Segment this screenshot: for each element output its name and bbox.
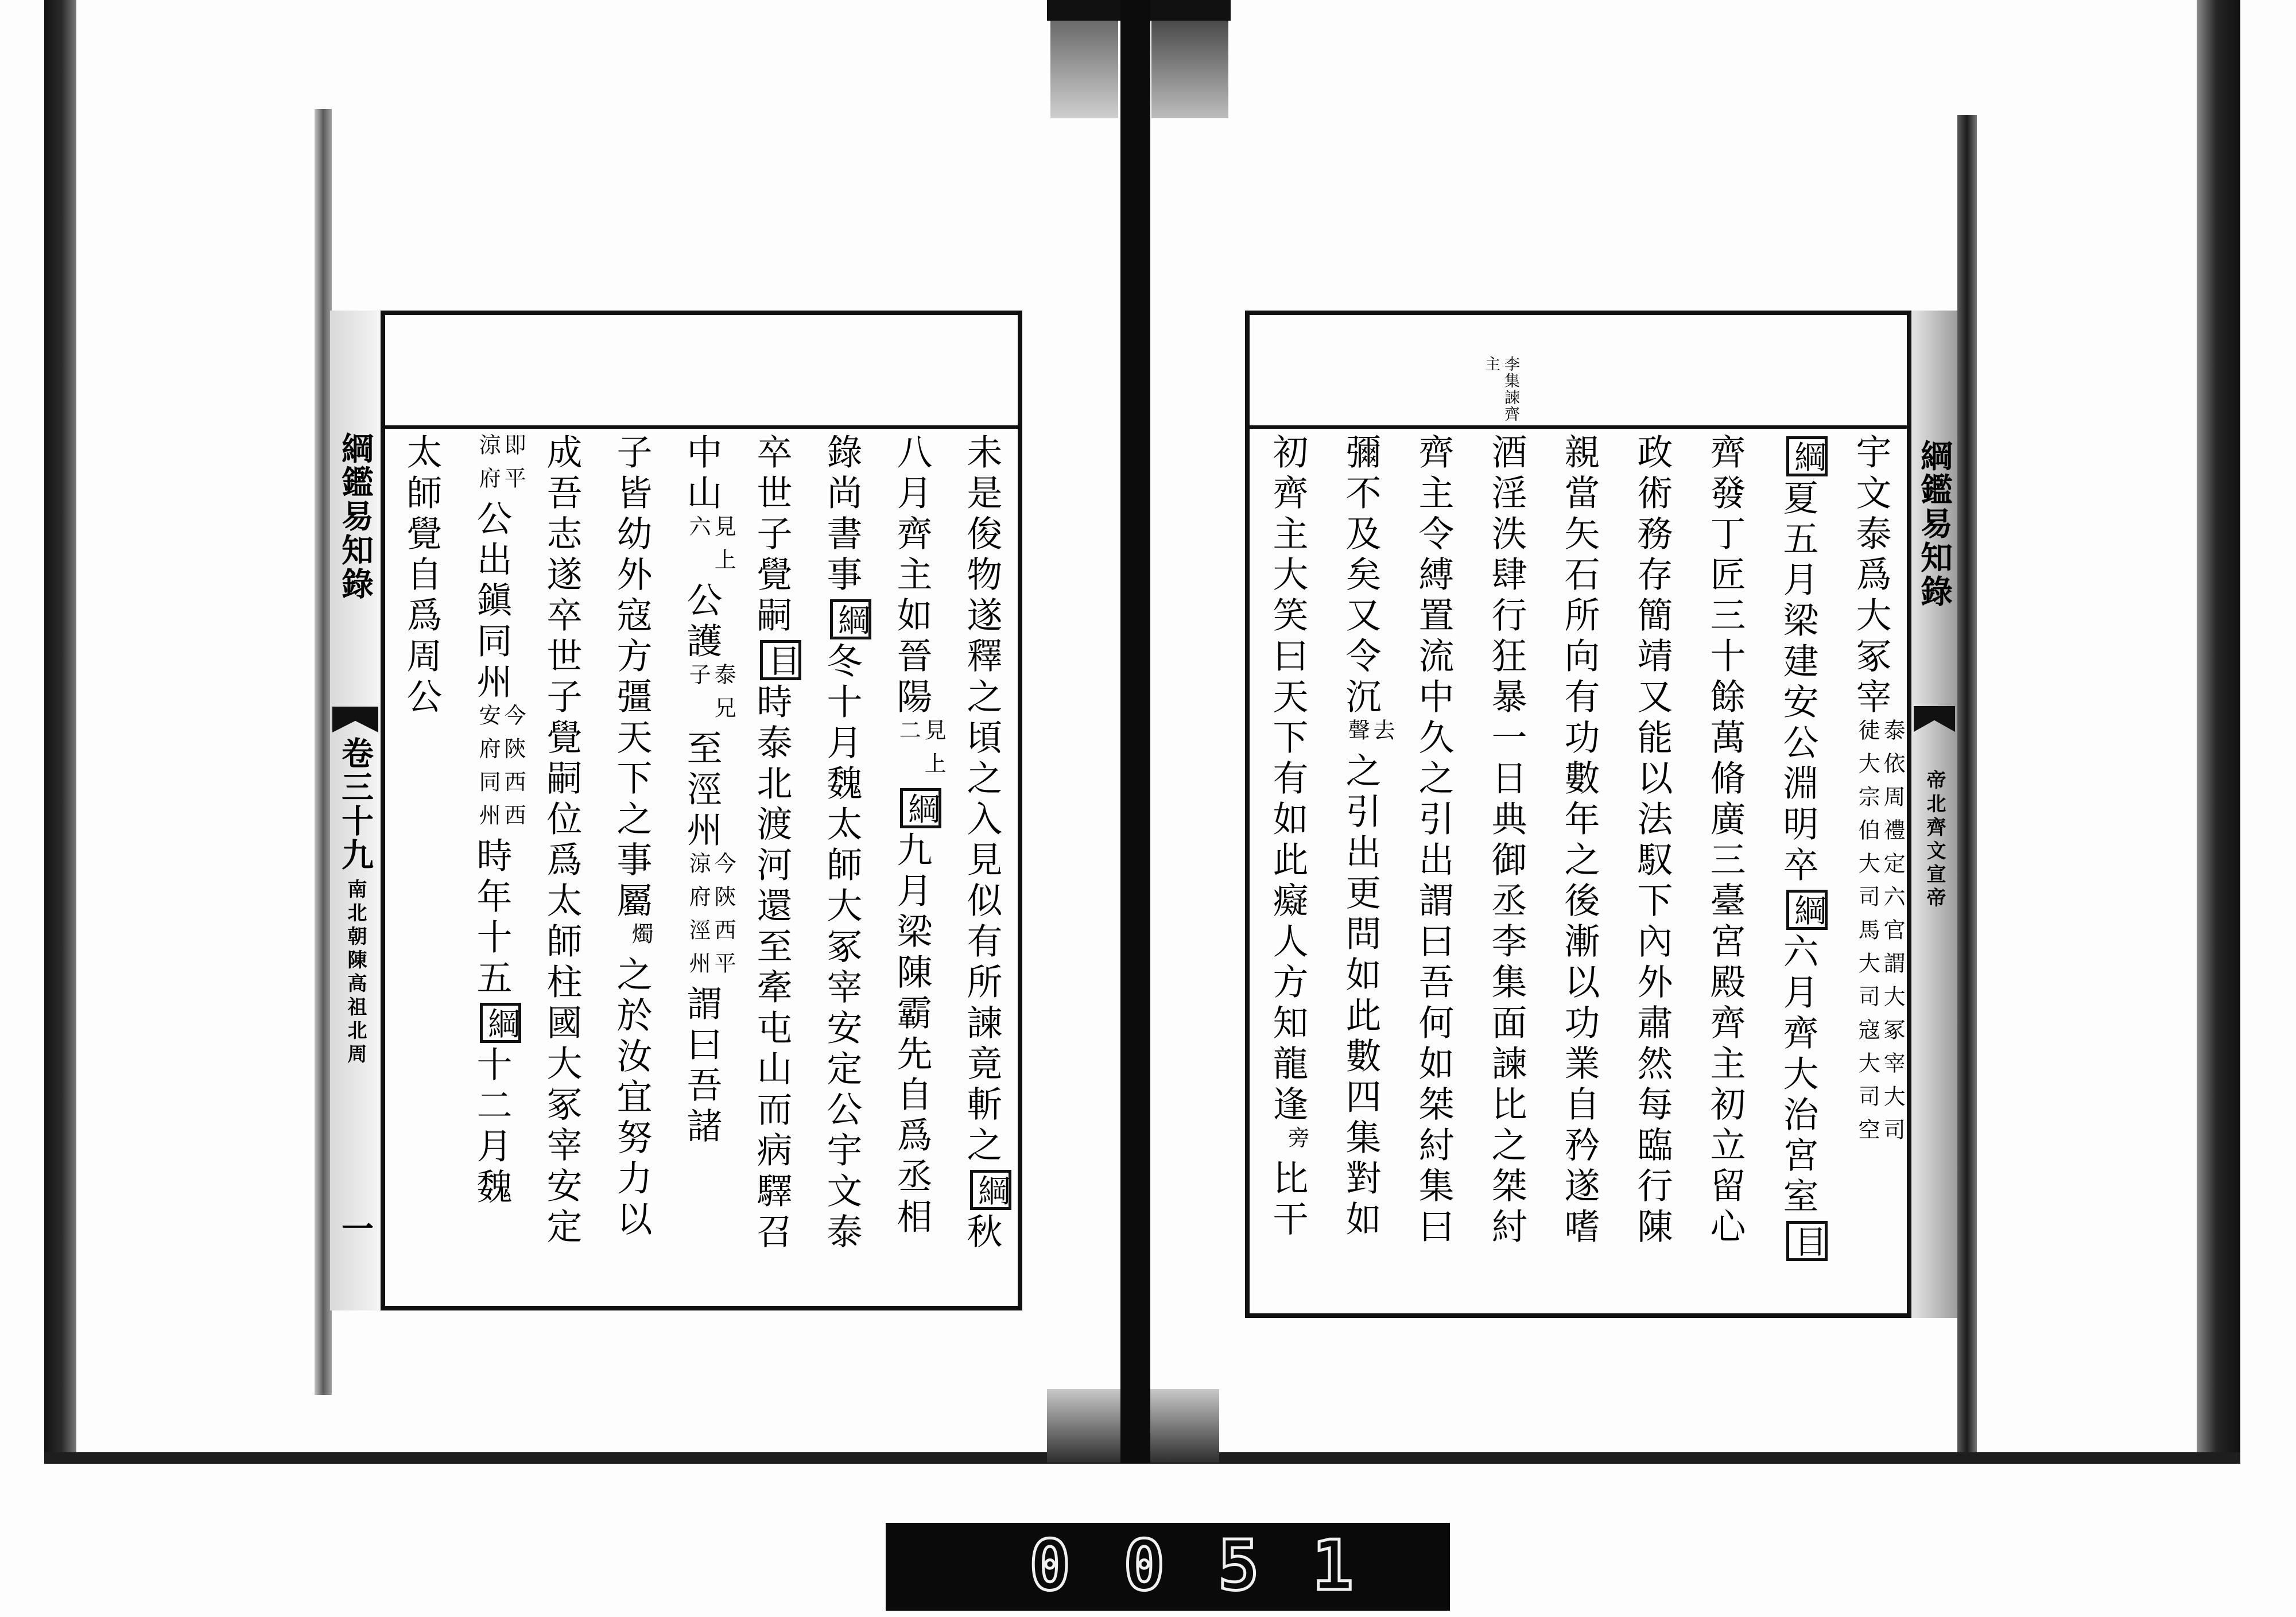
note-line: 見上 <box>711 515 736 581</box>
page-number: 一 <box>336 1212 374 1246</box>
text-run: 至涇州 <box>681 730 723 852</box>
left-page-fold-strip <box>330 311 381 1310</box>
text-run: 公護 <box>681 581 723 663</box>
text-run: 齊主令縛置流中久之引出謂曰吾何如桀紂集曰 <box>1413 433 1455 1248</box>
note-line: 燭 <box>628 922 654 956</box>
book-clamp-shadow-right <box>1151 21 1228 118</box>
marginal-note-line: 李集諫齊 <box>1502 356 1519 422</box>
text-run: 錄尚書事 <box>821 433 863 596</box>
text-column <box>1762 433 1835 1303</box>
note-line: 六 <box>685 515 711 548</box>
text-run: 親當矢石所向有功數年之後漸以功業自矜遂嗜 <box>1558 433 1600 1248</box>
text-run: 比干 <box>1267 1160 1309 1241</box>
note-line: 今陝西西 <box>501 704 526 837</box>
mu-marker: 目 <box>760 640 801 680</box>
film-frame-label <box>886 1523 1450 1611</box>
text-column <box>876 433 947 1303</box>
text-run: 酒淫泆肆行狂暴一日典御丞李集面諫比之桀紂 <box>1486 433 1527 1248</box>
note-line: 泰兄 <box>711 663 736 730</box>
era-heading: 南北朝陳高祖北周 <box>344 879 367 1067</box>
gang-marker: 綱 <box>900 788 941 828</box>
text-column <box>666 433 736 1303</box>
text-run: 夏五月梁建安公淵明卒 <box>1777 479 1819 887</box>
frame-number: 0051 <box>1029 1526 1406 1606</box>
text-run: 政術務存簡靖又能以法馭下內外肅然每臨行陳 <box>1631 433 1673 1248</box>
gang-marker: 綱 <box>480 1003 521 1043</box>
note-line: 旁 <box>1284 1126 1310 1160</box>
note-line: 見上 <box>921 719 947 785</box>
gang-marker: 綱 <box>830 599 871 639</box>
text-column <box>947 433 1017 1303</box>
interlinear-note <box>1855 719 1905 1151</box>
interlinear-note <box>1284 1126 1309 1160</box>
note-line: 徒大宗伯大司馬大司寇大司空 <box>1855 719 1880 1151</box>
text-run: 之於汝宜努力以 <box>611 956 653 1241</box>
text-run: 齊發丁匠三十餘萬脩廣三臺宮殿齊主初立留心 <box>1704 433 1746 1248</box>
text-run: 之引出更問如此數四集對如 <box>1340 752 1382 1241</box>
text-run: 太師覺自爲周公 <box>401 433 443 719</box>
text-run: 八月齊主如晉陽 <box>891 433 933 719</box>
header-rule <box>1250 425 1907 429</box>
left-page-edge-shadow <box>315 109 332 1395</box>
text-run: 秋 <box>961 1213 1003 1254</box>
interlinear-note <box>475 433 526 500</box>
right-page-text <box>1251 433 1907 1303</box>
text-run: 宇文泰爲大冢宰 <box>1850 433 1892 719</box>
text-column <box>1470 433 1543 1303</box>
text-column <box>596 433 666 1303</box>
note-line: 涼府涇州 <box>685 852 711 985</box>
interlinear-note <box>1344 719 1395 752</box>
interlinear-note <box>895 719 946 785</box>
text-column <box>526 433 596 1303</box>
marginal-heading-note <box>1481 356 1520 422</box>
interlinear-note <box>685 515 736 581</box>
text-column <box>1397 433 1470 1303</box>
text-column <box>806 433 876 1303</box>
interlinear-note <box>685 663 736 730</box>
gang-marker: 綱 <box>970 1170 1011 1210</box>
text-column <box>456 433 526 1303</box>
text-column <box>1689 433 1762 1303</box>
marginal-note-line: 主 <box>1482 356 1500 373</box>
note-line: 二 <box>895 719 921 752</box>
gang-marker: 綱 <box>1786 890 1828 930</box>
left-page-text <box>386 433 1017 1303</box>
film-edge-right <box>2197 0 2240 1463</box>
interlinear-note <box>475 704 526 837</box>
text-column <box>1324 433 1397 1303</box>
note-line: 即平 <box>501 433 526 500</box>
fishtail-mark <box>332 707 378 732</box>
mu-marker: 目 <box>1786 1221 1828 1261</box>
text-column <box>1616 433 1689 1303</box>
text-run: 六月齊大治宮室 <box>1777 933 1819 1218</box>
book-title: 綱鑑易知錄 <box>336 432 374 601</box>
note-line: 涼府 <box>475 433 501 500</box>
header-rule <box>385 425 1018 429</box>
volume-number: 卷三十九 <box>336 736 374 872</box>
fishtail-mark <box>1914 706 1955 732</box>
era-heading: 帝北齊文宣帝 <box>1923 770 1946 911</box>
text-run: 十二月魏 <box>471 1046 513 1209</box>
gang-marker: 綱 <box>1786 436 1828 476</box>
text-run: 成吾志遂卒世子覺嗣位爲太師柱國大冢宰安定 <box>541 433 583 1248</box>
text-run: 時泰北渡河還至牽屯山而病驛召 <box>751 683 793 1254</box>
book-gutter <box>1120 0 1150 1463</box>
text-run: 卒世子覺嗣 <box>751 433 793 637</box>
text-run: 子皆幼外寇方彊天下之事屬 <box>611 433 653 922</box>
text-run: 冬十月魏太師大冢宰安定公宇文泰 <box>821 642 863 1254</box>
right-page-fold-strip <box>1911 311 1957 1318</box>
interlinear-note <box>685 852 736 985</box>
interlinear-note <box>628 922 653 956</box>
note-line: 去 <box>1370 719 1395 752</box>
note-line: 今陝西平 <box>711 852 736 985</box>
note-line: 安府同州 <box>475 704 501 837</box>
text-column <box>1251 433 1324 1303</box>
note-line: 聲 <box>1344 719 1370 752</box>
film-edge-left <box>44 0 76 1463</box>
note-line: 泰依周禮定六官謂大冢宰大司 <box>1880 719 1906 1151</box>
text-column <box>1543 433 1616 1303</box>
text-run: 彌不及矣又令沉 <box>1340 433 1382 719</box>
book-clamp-shadow-left <box>1050 21 1118 118</box>
book-title: 綱鑑易知錄 <box>1915 439 1953 608</box>
text-column <box>1835 433 1907 1303</box>
note-line: 子 <box>685 663 711 696</box>
text-column <box>736 433 806 1303</box>
text-column <box>386 433 456 1303</box>
text-run: 時年十五 <box>471 837 513 1000</box>
text-run: 九月梁陳霸先自爲丞相 <box>891 831 933 1239</box>
right-page-edge-shadow <box>1957 115 1977 1452</box>
text-run: 中山 <box>681 433 723 515</box>
text-run: 公出鎭同州 <box>471 500 513 704</box>
text-run: 謂曰吾諸 <box>681 985 723 1148</box>
text-run: 初齊主大笑曰天下有如此癡人方知龍逢 <box>1267 433 1309 1126</box>
text-run: 未是俊物遂釋之頃之入見似有所諫竟斬之 <box>961 433 1003 1167</box>
